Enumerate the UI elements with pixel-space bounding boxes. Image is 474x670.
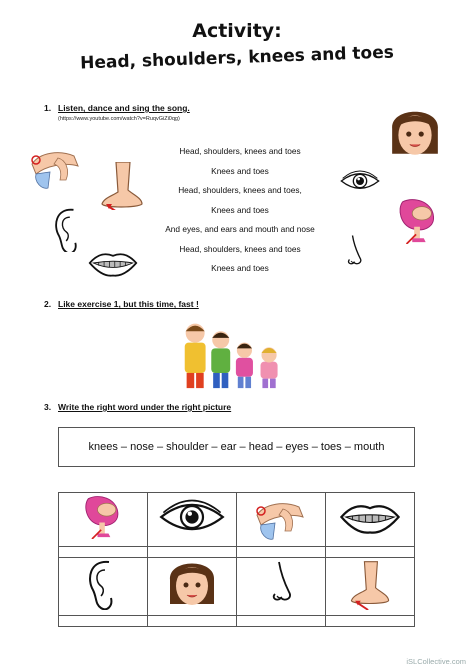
title-line-1: Activity: xyxy=(192,20,282,42)
grid-cell xyxy=(59,558,148,616)
lyric-line: Knees and toes xyxy=(211,204,269,215)
answer-cell[interactable] xyxy=(237,547,326,558)
grid-cell xyxy=(148,493,237,547)
lyric-line: And eyes, and ears and mouth and nose xyxy=(165,224,315,234)
answer-cell[interactable] xyxy=(59,616,148,627)
lyric-line: Knees and toes xyxy=(211,263,269,273)
knee-icon xyxy=(396,198,440,244)
exercise-3-number: 3. xyxy=(44,402,52,412)
nose-icon xyxy=(263,558,299,610)
song-link[interactable]: (https://www.youtube.com/watch?v=RuqvGiZi0qg) xyxy=(58,116,180,122)
dancing-kids-image xyxy=(178,318,290,390)
mouth-icon xyxy=(337,495,403,539)
answer-cell[interactable] xyxy=(326,547,415,558)
eye-icon xyxy=(159,494,225,540)
shoulder-icon xyxy=(253,493,309,541)
exercise-3-instruction: Write the right word under the right picture xyxy=(58,402,232,412)
ear-icon xyxy=(48,208,88,252)
exercise-1-instruction: Listen, dance and sing the song. xyxy=(58,103,190,113)
grid-cell xyxy=(59,493,148,547)
grid-cell xyxy=(326,493,415,547)
lyric-line: Knees and toes xyxy=(211,165,269,176)
exercise-2-heading xyxy=(44,299,199,309)
word-bank: knees – nose – shoulder – ear – head – eyes – toes – mouth xyxy=(58,427,415,467)
lyric-line: Head, shoulders, knees and toes xyxy=(179,243,301,254)
answer-cell[interactable] xyxy=(237,616,326,627)
song-lyrics xyxy=(140,142,340,279)
answer-cell[interactable] xyxy=(148,616,237,627)
answer-cell[interactable] xyxy=(148,547,237,558)
nose-icon xyxy=(340,234,368,270)
eye-icon xyxy=(340,168,380,194)
lyric-line: Head, shoulders, knees and toes, xyxy=(178,185,302,195)
head-icon xyxy=(166,558,218,610)
ear-icon xyxy=(83,558,123,610)
mouth-icon xyxy=(88,248,138,278)
exercise-2-number: 2. xyxy=(44,299,52,309)
knee-icon xyxy=(81,495,125,539)
grid-cell xyxy=(326,558,415,616)
exercise-2-instruction: Like exercise 1, but this time, fast ! xyxy=(58,299,199,309)
shoulder-icon xyxy=(28,140,84,192)
grid-cell xyxy=(237,493,326,547)
foot-icon xyxy=(100,162,144,210)
answer-cell[interactable] xyxy=(326,616,415,627)
exercise-3-heading xyxy=(44,402,231,412)
foot-icon xyxy=(347,558,393,610)
exercise-1-heading xyxy=(44,103,190,113)
lyric-line: Head, shoulders, knees and toes xyxy=(179,146,301,156)
grid-cell xyxy=(148,558,237,616)
head-icon xyxy=(388,106,442,160)
exercise-1-number: 1. xyxy=(44,103,52,113)
picture-grid xyxy=(58,492,415,627)
grid-cell xyxy=(237,558,326,616)
footer-watermark: iSLCollective.com xyxy=(406,657,466,666)
title-line-2: Head, shoulders, knees and toes xyxy=(79,42,395,74)
answer-cell[interactable] xyxy=(59,547,148,558)
